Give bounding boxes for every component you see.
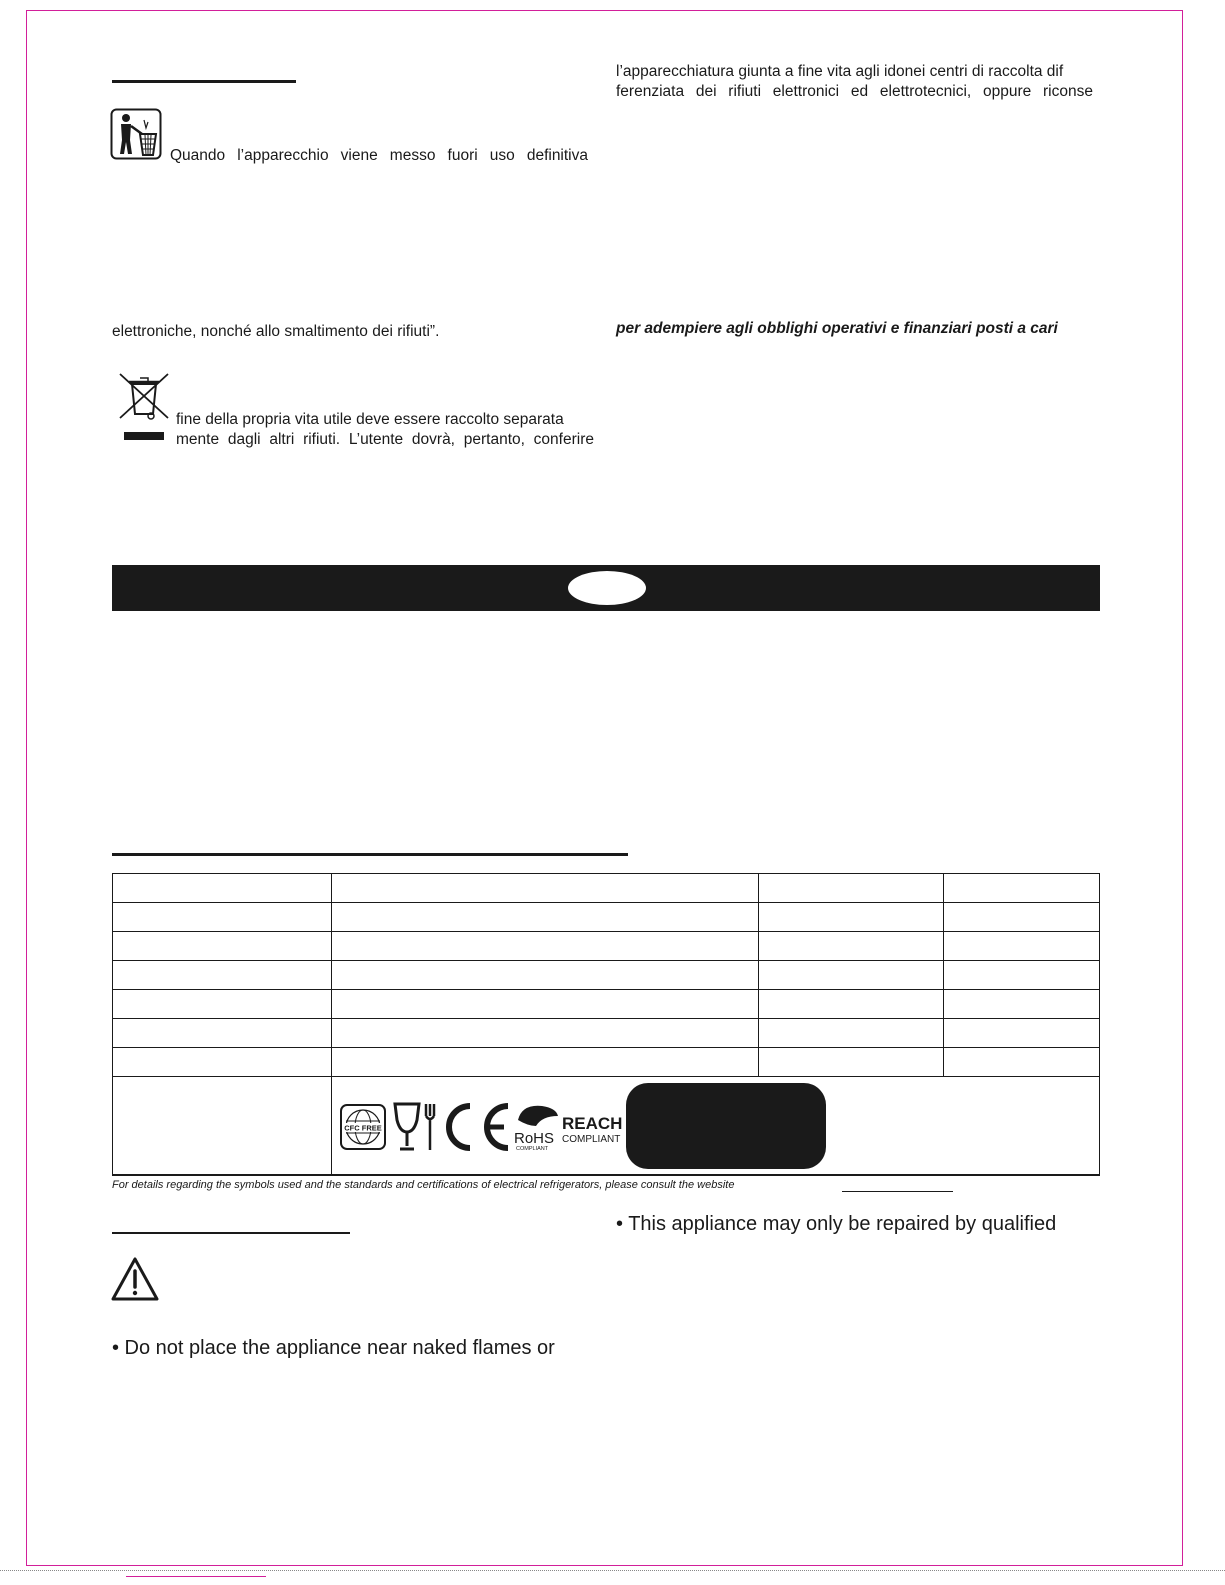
cfc-free-icon [340,1104,386,1150]
safety-left-line: • Do not place the appliance near naked flames or [112,1337,555,1359]
bottom-mark [126,1576,266,1577]
right-column-line-1: l’apparecchiatura giunta a fine vita agli idonei centri di raccolta dif [616,63,1064,80]
rohs-compliant-label: COMPLIANT [516,1146,549,1152]
page-frame [26,10,1183,1566]
table-row [113,874,1100,903]
language-badge [568,571,646,605]
food-safe-icon [392,1102,442,1152]
right-column-line-2: ferenziata dei rifiuti elettronici ed elettrotecnici, oppure riconse [616,83,1093,100]
weee-line-2: mente dagli altri rifiuti. L’utente dovrà, pertanto, conferire [176,431,594,448]
rohs-icon [512,1102,562,1152]
cut-line [0,1570,1225,1571]
disposal-paragraph-start: Quando l’apparecchio viene messo fuori uso definitiva [170,147,588,164]
right-column-bold-line: per adempiere agli obblighi operativi e finanziari posti a cari [616,320,1058,337]
table-heading-rule [112,853,628,856]
language-banner [112,565,1100,611]
safety-right-line: • This appliance may only be repaired by qualified [616,1213,1057,1235]
ce-mark-icon [444,1102,512,1152]
table-row [113,1019,1100,1048]
table-row [113,932,1100,961]
reach-icon [560,1110,626,1146]
footnote: For details regarding the symbols used and the standards and certifications of electrical refrigerators, please consult the website [112,1179,735,1191]
crossed-out-wheelie-bin-icon [118,372,170,442]
section-heading-rule [112,80,296,83]
table-row [113,903,1100,932]
weee-line-1: fine della propria vita utile deve essere raccolto separata [176,411,564,428]
litter-bin-icon [110,108,162,160]
website-blank-line [842,1191,953,1192]
rohs-label: RoHS [514,1130,555,1147]
energy-label-box [626,1083,826,1169]
table-row [113,1048,1100,1077]
reach-label: REACH [562,1114,623,1133]
reach-compliant-label: COMPLIANT [562,1134,621,1145]
table-row [113,961,1100,990]
safety-heading-rule [112,1232,350,1234]
warning-triangle-icon [110,1256,160,1302]
table-row [113,990,1100,1019]
disposal-paragraph-end: elettroniche, nonché allo smaltimento dei rifiuti”. [112,323,440,340]
cfc-free-label: CFC FREE [344,1123,382,1133]
